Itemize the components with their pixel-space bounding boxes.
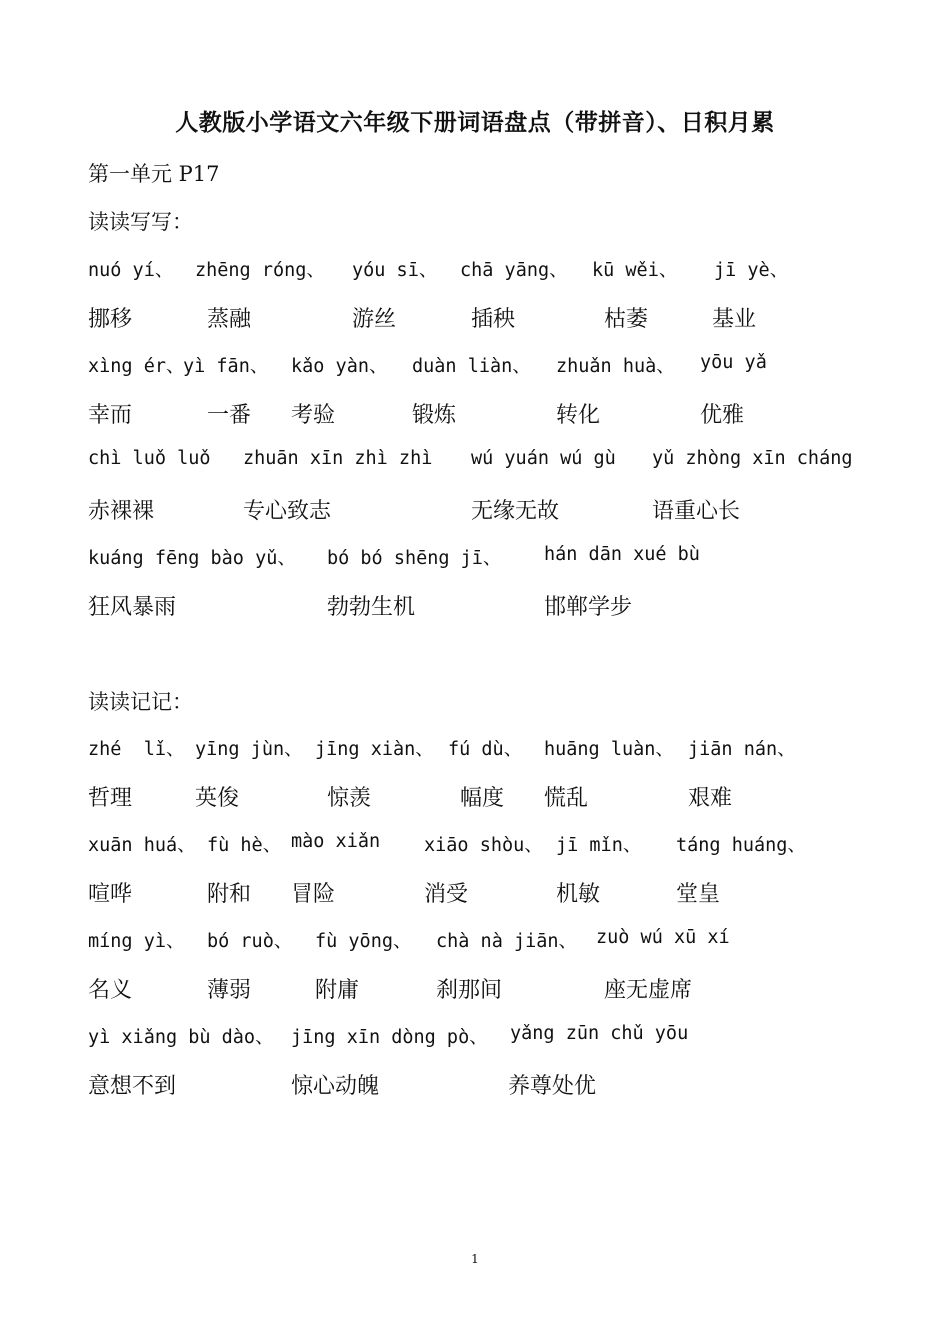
word-row — [0, 973, 950, 1003]
pinyin: xuān huá、 — [88, 835, 196, 856]
pinyin: duàn liàn、 — [412, 356, 531, 377]
pinyin: yì fān、 — [183, 356, 269, 377]
word: 哲理 — [88, 786, 133, 811]
word: 慌乱 — [544, 786, 589, 811]
pinyin-row — [0, 831, 950, 861]
word: 转化 — [556, 403, 601, 428]
pinyin: xiāo shòu、 — [424, 835, 543, 856]
section1-heading: 读读写写： — [88, 210, 193, 234]
pinyin: nuó yí、 — [88, 260, 174, 281]
pinyin: yǔ zhòng xīn cháng — [652, 448, 853, 469]
pinyin-row — [0, 256, 950, 286]
pinyin: fù yōng、 — [315, 931, 412, 952]
document-title: 人教版小学语文六年级下册词语盘点（带拼音）、日积月累 — [175, 110, 775, 136]
pinyin: yōu yǎ — [700, 352, 767, 373]
word: 艰难 — [688, 786, 733, 811]
word: 冒险 — [291, 882, 336, 907]
word: 邯郸学步 — [544, 595, 633, 620]
pinyin: huāng luàn、 — [544, 739, 674, 760]
word-row — [0, 590, 950, 620]
pinyin: jī mǐn、 — [556, 835, 642, 856]
word: 考验 — [291, 403, 336, 428]
pinyin: zhé lǐ、 — [88, 739, 185, 760]
word: 基业 — [712, 307, 757, 332]
word: 惊羡 — [327, 786, 372, 811]
word: 专心致志 — [243, 499, 332, 524]
pinyin: jī yè、 — [714, 260, 789, 281]
pinyin-row — [0, 927, 950, 957]
word: 机敏 — [556, 882, 601, 907]
pinyin: kǎo yàn、 — [291, 356, 388, 377]
pinyin-row — [0, 1023, 950, 1053]
pinyin: fù hè、 — [207, 835, 282, 856]
word: 英俊 — [195, 786, 240, 811]
page-number: 1 — [471, 1252, 479, 1266]
word-row — [0, 781, 950, 811]
pinyin: mào xiǎn — [291, 831, 381, 852]
pinyin: táng huáng、 — [676, 835, 806, 856]
word: 养尊处优 — [508, 1074, 597, 1099]
word: 惊心动魄 — [291, 1074, 380, 1099]
pinyin-row — [0, 735, 950, 765]
word: 优雅 — [700, 403, 745, 428]
pinyin: jīng xīn dòng pò、 — [291, 1027, 488, 1048]
word: 名义 — [88, 978, 133, 1003]
word: 消受 — [424, 882, 469, 907]
pinyin: chā yāng、 — [460, 260, 568, 281]
word: 锻炼 — [412, 403, 457, 428]
pinyin-row — [0, 352, 950, 382]
word: 一番 — [207, 403, 252, 428]
word-row — [0, 494, 950, 524]
word: 语重心长 — [652, 499, 741, 524]
pinyin: jīng xiàn、 — [315, 739, 434, 760]
word: 勃勃生机 — [327, 595, 416, 620]
word: 刹那间 — [436, 978, 503, 1003]
pinyin: yīng jùn、 — [195, 739, 303, 760]
pinyin: yì xiǎng bù dào、 — [88, 1027, 274, 1048]
word: 附庸 — [315, 978, 360, 1003]
word: 薄弱 — [207, 978, 252, 1003]
pinyin: jiān nán、 — [688, 739, 796, 760]
pinyin: wú yuán wú gù — [471, 448, 616, 469]
pinyin: zhuān xīn zhì zhì — [243, 448, 433, 469]
pinyin: kū wěi、 — [592, 260, 678, 281]
word: 枯萎 — [604, 307, 649, 332]
word: 游丝 — [352, 307, 397, 332]
word-row — [0, 877, 950, 907]
unit-heading: 第一单元 P17 — [88, 162, 220, 186]
pinyin-row — [0, 544, 950, 574]
pinyin: fú dù、 — [448, 739, 523, 760]
word: 座无虚席 — [604, 978, 693, 1003]
pinyin: yǎng zūn chǔ yōu — [510, 1023, 689, 1044]
word-row — [0, 302, 950, 332]
pinyin: hán dān xué bù — [544, 544, 700, 565]
word: 赤裸裸 — [88, 499, 155, 524]
pinyin: zhēng róng、 — [195, 260, 325, 281]
pinyin: bó ruò、 — [207, 931, 293, 952]
section2-heading: 读读记记： — [88, 690, 193, 714]
word: 附和 — [207, 882, 252, 907]
word: 狂风暴雨 — [88, 595, 177, 620]
pinyin: xìng ér、 — [88, 356, 185, 377]
word: 无缘无故 — [471, 499, 560, 524]
word: 喧哗 — [88, 882, 133, 907]
pinyin: yóu sī、 — [352, 260, 438, 281]
word-row — [0, 398, 950, 428]
word: 堂皇 — [676, 882, 721, 907]
word: 挪移 — [88, 307, 133, 332]
word: 蒸融 — [207, 307, 252, 332]
pinyin-row — [0, 448, 950, 478]
word: 幅度 — [460, 786, 505, 811]
word: 插秧 — [471, 307, 516, 332]
pinyin: bó bó shēng jī、 — [327, 548, 502, 569]
pinyin: chì luǒ luǒ — [88, 448, 211, 469]
word: 幸而 — [88, 403, 133, 428]
pinyin: zuò wú xū xí — [596, 927, 730, 948]
pinyin: chà nà jiān、 — [436, 931, 578, 952]
word-row — [0, 1069, 950, 1099]
pinyin: míng yì、 — [88, 931, 185, 952]
pinyin: kuáng fēng bào yǔ、 — [88, 548, 296, 569]
pinyin: zhuǎn huà、 — [556, 356, 675, 377]
word: 意想不到 — [88, 1074, 177, 1099]
